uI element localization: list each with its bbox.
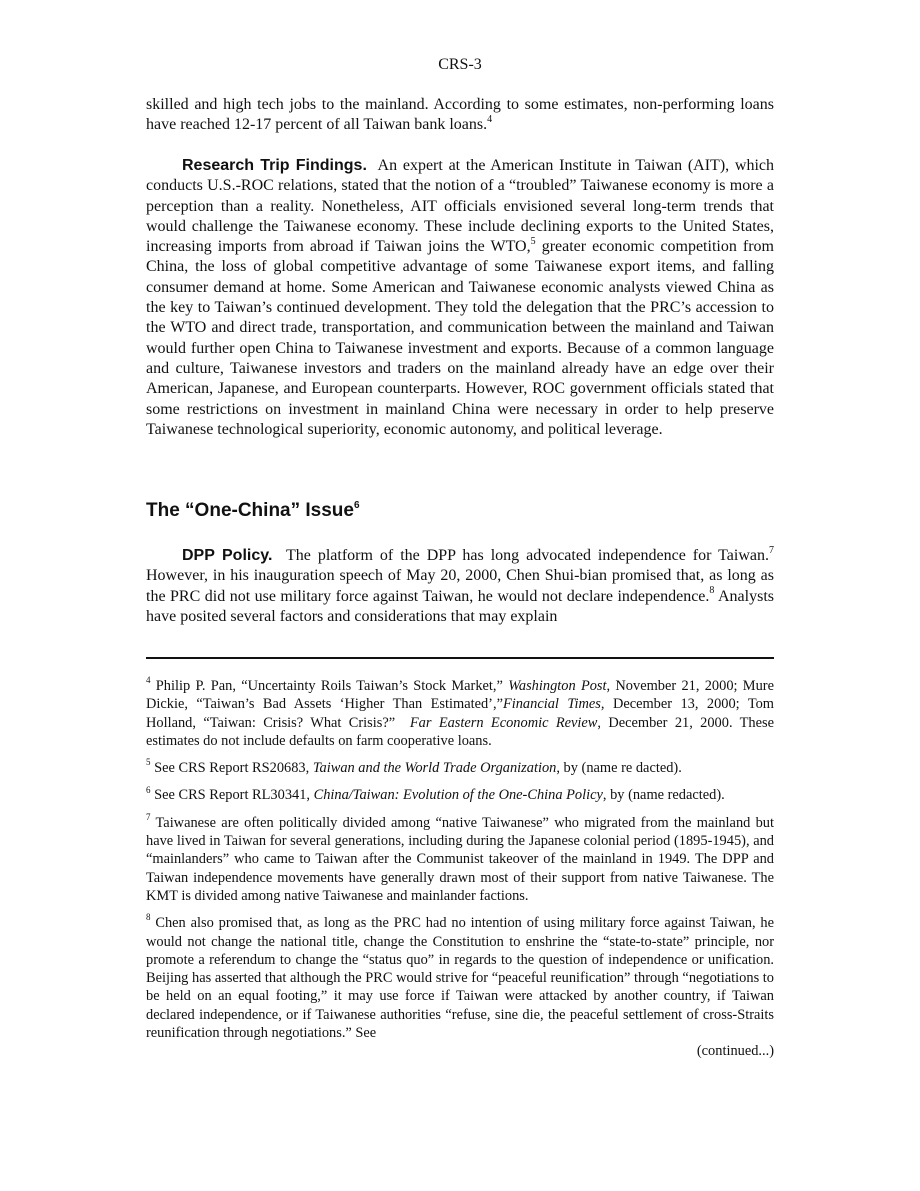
footnote-source-title: Far Eastern Economic Review — [409, 714, 598, 731]
footnote-5 — [146, 759, 774, 777]
paragraph-dpp-policy — [146, 546, 774, 627]
paragraph-research-findings — [146, 156, 774, 440]
section-heading-one-china — [146, 500, 360, 522]
research-text-a: An expert at the American Institute in Taiwan (AIT), which conducts U.S.-ROC relations, stated that the notion of a “troubled” Taiwanese economy is more a perception than a reality. Nonetheless, AIT officials envisioned several long-term trends that would challenge the Taiwanese economy. These include declining exports to the United States, increasing imports from abroad if Taiwan joins the WTO, — [146, 157, 775, 256]
footnote-number: 7 — [146, 811, 151, 822]
footnote-number: 8 — [146, 912, 151, 923]
paragraph-intro-text: skilled and high tech jobs to the mainland. According to some estimates, non-performing loans have reached 12-17 percent of all Taiwan bank loans. — [146, 96, 774, 134]
footnote-text: , December 21, 2000. These estimates do not include defaults on farm cooperative loans. — [146, 714, 774, 749]
footnote-report-title: Taiwan and the World Trade Organization — [312, 760, 557, 777]
footnote-ref-8[interactable]: 8 — [709, 585, 715, 597]
footnote-number: 6 — [146, 784, 151, 795]
footnote-report-title: China/Taiwan: Evolution of the One-China Policy — [313, 787, 603, 804]
footnote-text: , December 13, 2000; Tom Holland, “Taiwan: Crisis? What Crisis?” — [146, 696, 774, 731]
footnote-text: See CRS Report RL30341, — [154, 787, 311, 804]
footnote-number: 5 — [146, 757, 151, 768]
research-text-b: greater economic competition from China, the loss of global competitive advantage of some Taiwanese export items, and falling consumer demand at home. Some American and Taiwanese economic analysts viewed China as the key to Taiwan’s continued development. They told the delegation that the PRC’s accession to the WTO and direct trade, transportation, and communication between the mainland and Taiwan would further open China to Taiwanese investment and exports. Because of a common language and culture, Taiwanese investors and traders on the mainland already have an edge over their American, Japanese, and European counterparts. However, ROC government officials stated that some restrictions on investment in mainland China were necessary in order to help preserve Taiwanese technological superiority, economic autonomy, and political leverage. — [146, 238, 775, 438]
paragraph-intro — [146, 95, 774, 136]
footnote-6 — [146, 786, 774, 804]
footnote-text: See CRS Report RS20683, — [154, 760, 310, 777]
footnote-text: Philip P. Pan, “Uncertainty Roils Taiwan’s Stock Market,” — [155, 678, 503, 694]
footnote-ref-7[interactable]: 7 — [769, 544, 774, 556]
continued-note: (continued...) — [696, 1043, 774, 1060]
footnote-4 — [146, 677, 774, 750]
footnote-ref-6[interactable]: 6 — [353, 499, 360, 511]
footnote-text: Chen also promised that, as long as the PRC had no intention of using military force against Taiwan, he would not change the national title, change the Constitution to enshrine the “state-to-state” principle, nor promote a referendum to change the “status quo” in regards to the question of independence or unification. Beijing has asserted that although the PRC would strive for “peaceful reunification” through “negotiations to be held on an equal footing,” it may use force if Taiwan were attacked by another country, if Taiwan declared independence, or if Taiwanese authorities “refuse, sine die, the peaceful settlement of cross-Straits reunification through negotiations.” See — [146, 915, 774, 1042]
section-heading-text: The “One-China” Issue — [146, 500, 354, 521]
footnote-divider — [146, 657, 774, 659]
footnote-source-title: Financial Times — [502, 696, 601, 713]
footnote-text: , by (name redacted). — [602, 787, 725, 804]
footnote-ref-4[interactable]: 4 — [487, 113, 493, 125]
footnote-text: , by (name re dacted). — [556, 760, 682, 777]
footnote-source-title: Washington Post — [508, 678, 607, 694]
footnote-text: Taiwanese are often politically divided among “native Taiwanese” who migrated from the mainland but have lived in Taiwan for several generations, including during the Japanese colonial period (1895-1945), and “mainlanders” who came to Taiwan after the Communist takeover of the mainland in 1949. The DPP and Taiwan independence movements have generally drawn most of their support from native Taiwanese. The KMT is divided among native Taiwanese and mainlander factions. — [146, 814, 774, 904]
dpp-text-b: However, in his inauguration speech of May 20, 2000, Chen Shui-bian promised that, as long as the PRC did not use military force against Taiwan, he would not declare independence. — [146, 567, 774, 605]
page-number: CRS-3 — [438, 56, 482, 73]
footnote-8 — [146, 914, 774, 1042]
footnote-7 — [146, 811, 774, 905]
runin-heading-research: Research Trip Findings. — [182, 157, 367, 174]
footnote-number: 4 — [146, 675, 151, 686]
dpp-text-a: The platform of the DPP has long advocated independence for Taiwan. — [286, 547, 769, 564]
footnote-text: , November 21, 2000; Mure Dickie, “Taiwan’s Bad Assets ‘Higher Than Estimated’,” — [146, 678, 774, 713]
dpp-text-c: Analysts have posited several factors and considerations that may explain — [146, 587, 774, 625]
runin-heading-dpp: DPP Policy. — [182, 547, 273, 564]
footnotes — [146, 677, 774, 1061]
footnote-ref-5[interactable]: 5 — [530, 235, 536, 247]
